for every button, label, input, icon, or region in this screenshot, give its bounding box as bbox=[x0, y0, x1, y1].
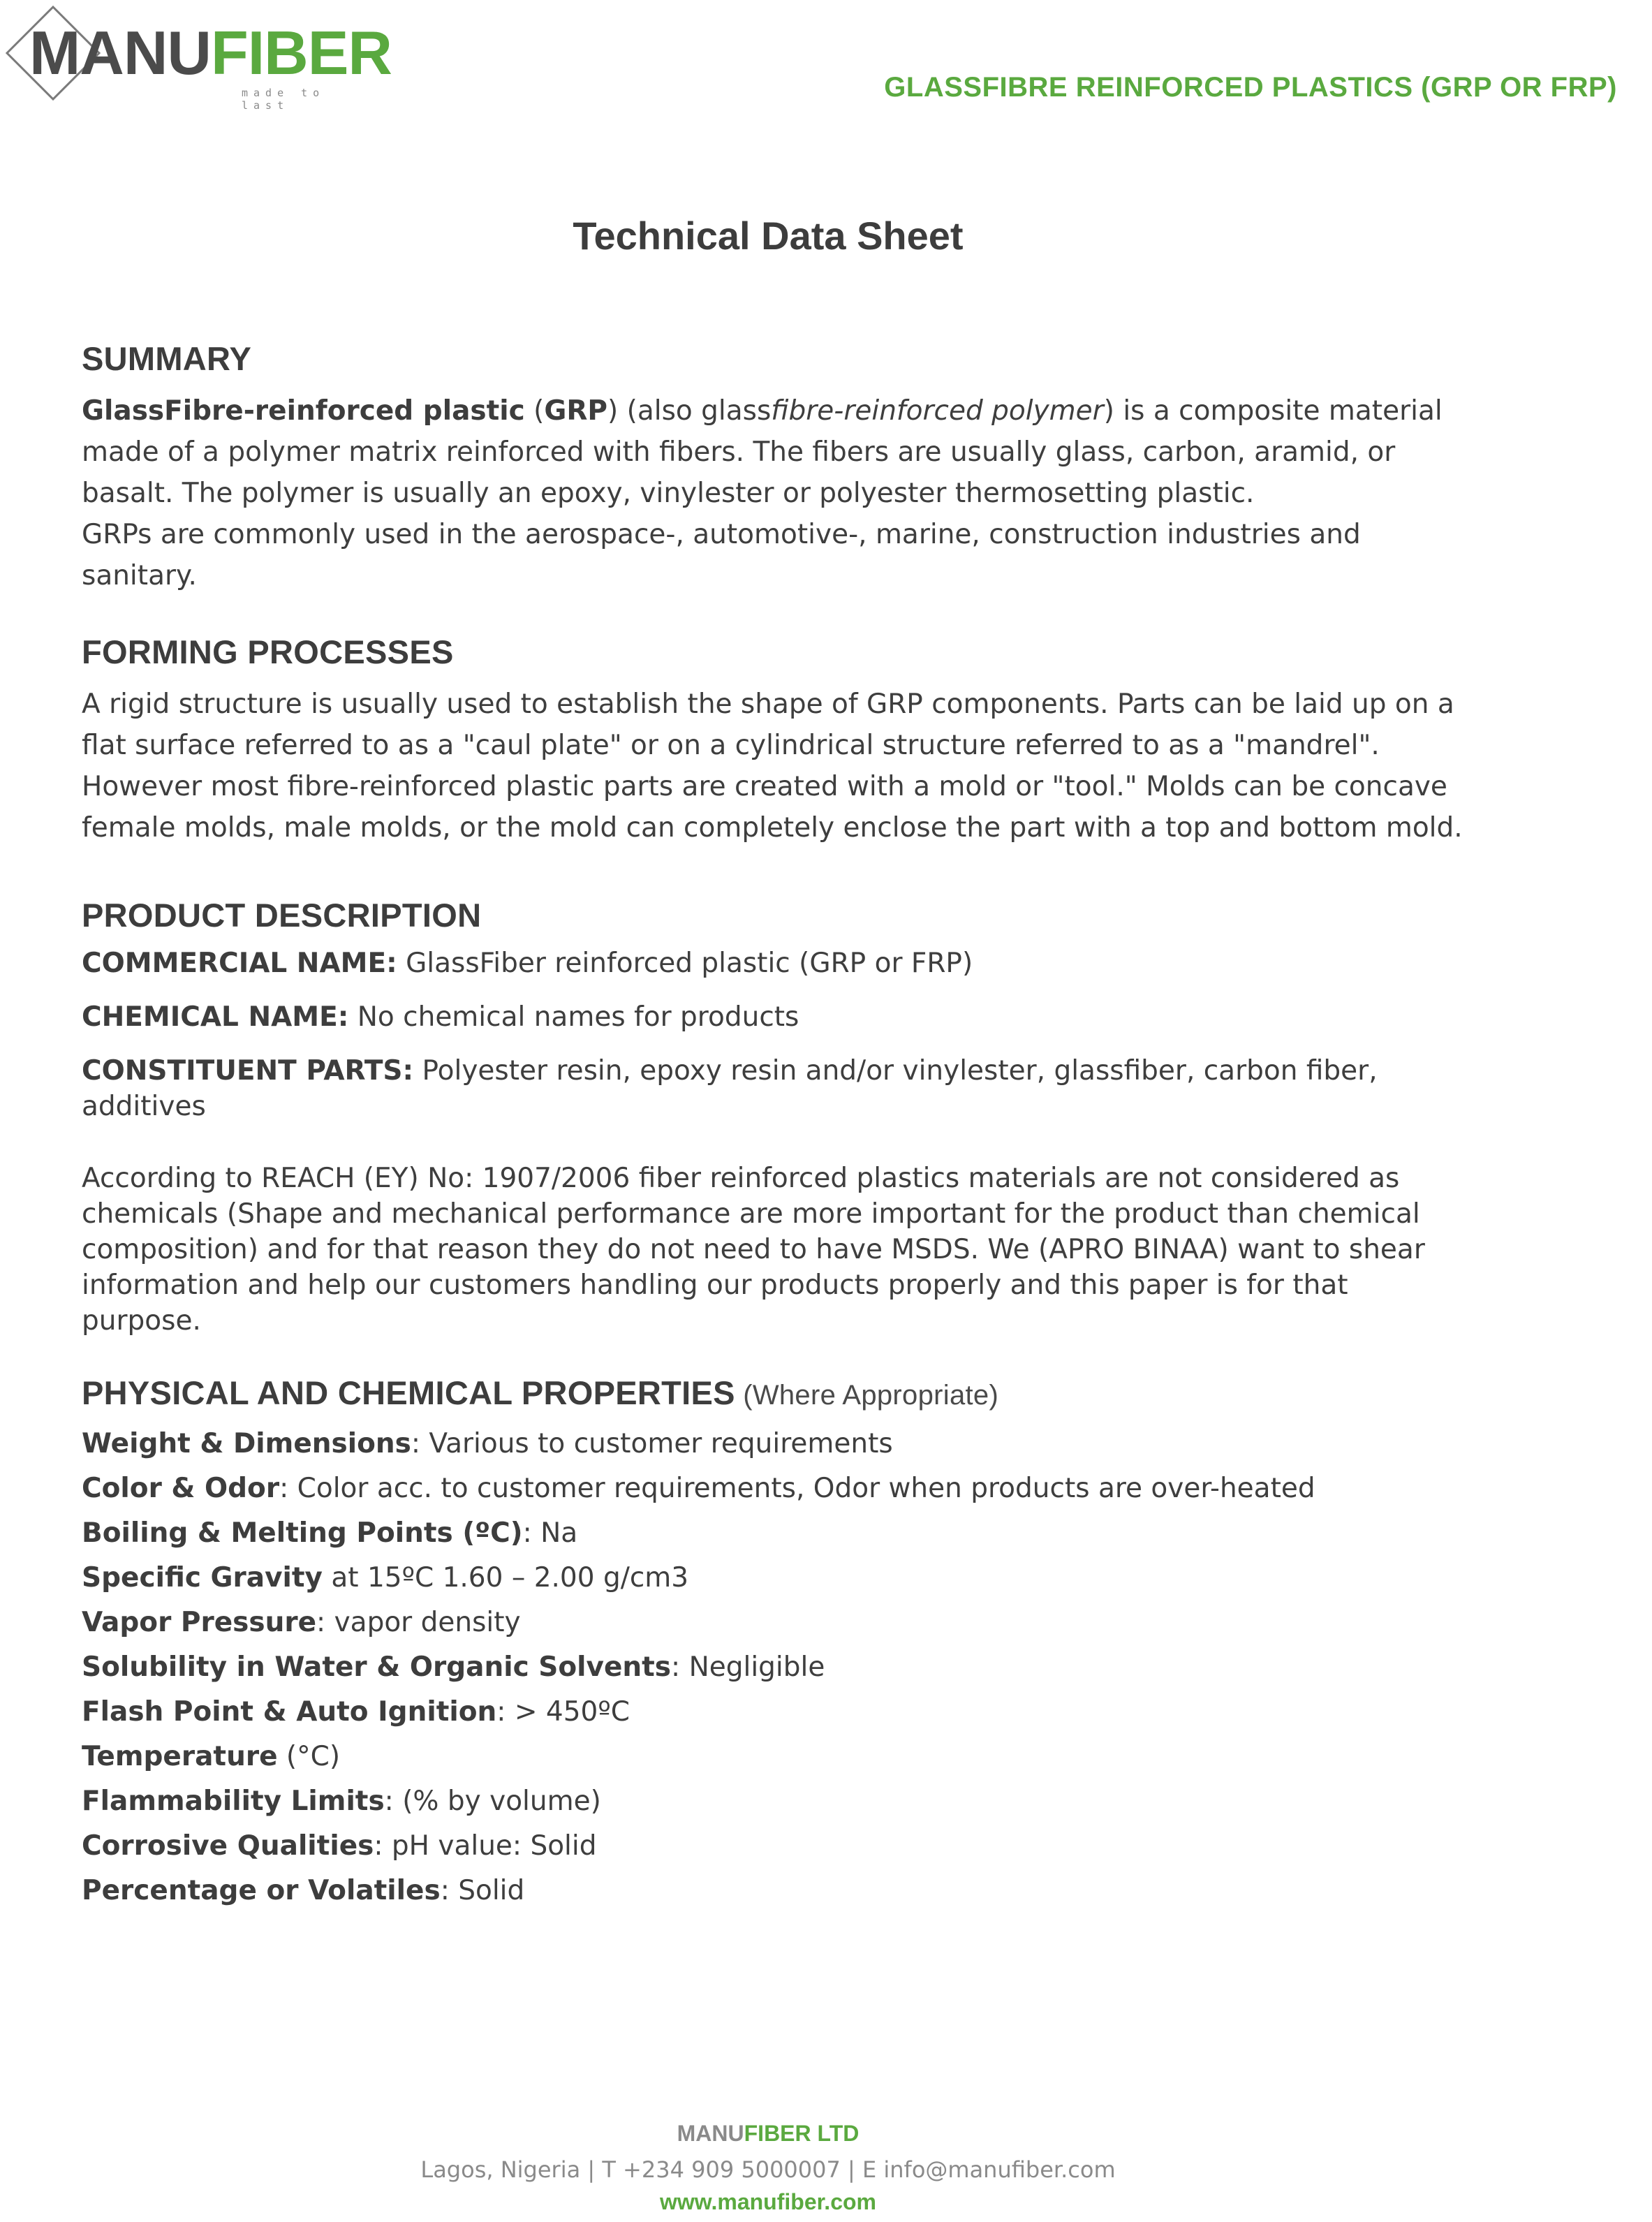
property-value: : pH value: Solid bbox=[374, 1830, 597, 1862]
property-label: Corrosive Qualities bbox=[82, 1830, 374, 1862]
chemical-name-line bbox=[82, 999, 1464, 1035]
property-label: Color & Odor bbox=[82, 1473, 280, 1504]
document-title: Technical Data Sheet bbox=[573, 214, 964, 258]
properties-heading bbox=[82, 1374, 1464, 1412]
property-label: Boiling & Melting Points (ºC) bbox=[82, 1517, 523, 1549]
footer-company-part2: FIBER LTD bbox=[744, 2121, 860, 2146]
property-item bbox=[82, 1645, 1464, 1690]
forming-heading: FORMING PROCESSES bbox=[82, 633, 454, 670]
property-item bbox=[82, 1869, 1464, 1913]
property-label: Solubility in Water & Organic Solvents bbox=[82, 1651, 672, 1683]
summary-alt-term: fibre-reinforced polymer bbox=[771, 395, 1104, 427]
properties-section bbox=[82, 1374, 1464, 1913]
summary-section bbox=[82, 339, 1464, 596]
summary-rest: ) is a composite material made of a polymer matrix reinforced with fibers. The fibers are usually glass, carbon, aramid, or basalt. The polymer is usually an epoxy, vinylester or polyester thermosetting plastic. bbox=[82, 395, 1443, 509]
constituent-parts-label: CONSTITUENT PARTS: bbox=[82, 1055, 414, 1087]
reach-paragraph: According to REACH (EY) No: 1907/2006 fiber reinforced plastics materials are not considered as chemicals (Shape and mechanical performance are more important for the product than chemical composition) and for that reason they do not need to have MSDS. We (APRO BINAA) want to shear information and help our customers handling our products properly and this paper is for that purpose. bbox=[82, 1163, 1425, 1337]
property-value: : Solid bbox=[440, 1875, 525, 1906]
summary-uses: GRPs are commonly used in the aerospace-, automotive-, marine, construction industries and sanitary. bbox=[82, 519, 1361, 591]
property-label: Flammability Limits bbox=[82, 1786, 385, 1817]
summary-paren-open: ( bbox=[524, 395, 545, 427]
property-value: (°C) bbox=[277, 1741, 341, 1772]
property-label: Weight & Dimensions bbox=[82, 1428, 411, 1459]
commercial-name-label: COMMERCIAL NAME: bbox=[82, 948, 397, 979]
property-item bbox=[82, 1779, 1464, 1824]
footer-company-part1: MANU bbox=[677, 2121, 744, 2146]
property-label: Percentage or Volatiles bbox=[82, 1875, 441, 1906]
chemical-name-value: No chemical names for products bbox=[348, 1001, 799, 1033]
footer-company-name bbox=[0, 2121, 1536, 2147]
summary-term: GlassFibre-reinforced plastic bbox=[82, 395, 525, 427]
chemical-name-label: CHEMICAL NAME: bbox=[82, 1001, 349, 1033]
forming-paragraph: A rigid structure is usually used to establish the shape of GRP components. Parts can be laid up on a flat surface referred to as a "caul plate" or on a cylindrical structure referred to as a "mandrel". However most fibre-reinforced plastic parts are created with a mold or "tool." Molds can be concave female molds, male molds, or the mold can completely enclose the part with a top and bottom mold. bbox=[82, 689, 1463, 844]
property-label: Specific Gravity bbox=[82, 1562, 323, 1594]
product-section bbox=[82, 896, 1464, 1339]
logo-wordmark bbox=[29, 18, 392, 87]
property-value: : > 450ºC bbox=[496, 1696, 630, 1728]
property-item bbox=[82, 1824, 1464, 1869]
constituent-parts-value: Polyester resin, epoxy resin and/or vinylester, glassfiber, carbon fiber, additives bbox=[82, 1055, 1378, 1122]
summary-paragraph bbox=[82, 390, 1464, 514]
property-value: : Color acc. to customer requirements, Odor when products are over-heated bbox=[279, 1473, 1315, 1504]
properties-list bbox=[82, 1422, 1464, 1913]
summary-also: ) (also glass bbox=[607, 395, 772, 427]
property-item bbox=[82, 1556, 1464, 1601]
property-value: at 15ºC 1.60 – 2.00 g/cm3 bbox=[322, 1562, 689, 1594]
logo-word-manu: MANU bbox=[29, 18, 211, 87]
property-value: : Na bbox=[522, 1517, 578, 1549]
footer-contact: Lagos, Nigeria | T +234 909 5000007 | E info@manufiber.com bbox=[420, 2156, 1116, 2183]
property-label: Flash Point & Auto Ignition bbox=[82, 1696, 497, 1728]
property-item bbox=[82, 1735, 1464, 1779]
logo-word-fiber: FIBER bbox=[210, 18, 392, 87]
properties-heading-text: PHYSICAL AND CHEMICAL PROPERTIES bbox=[82, 1374, 735, 1411]
product-heading: PRODUCT DESCRIPTION bbox=[82, 897, 482, 934]
property-item bbox=[82, 1511, 1464, 1556]
property-item bbox=[82, 1601, 1464, 1645]
header-title: GLASSFIBRE REINFORCED PLASTICS (GRP OR FRP) bbox=[884, 72, 1617, 103]
property-value: : Negligible bbox=[671, 1651, 825, 1683]
property-value: : Various to customer requirements bbox=[411, 1428, 893, 1459]
property-item bbox=[82, 1466, 1464, 1511]
summary-heading: SUMMARY bbox=[82, 340, 252, 377]
document-body bbox=[82, 339, 1464, 1913]
footer-website-link[interactable]: www.manufiber.com bbox=[660, 2189, 876, 2214]
constituent-parts-line bbox=[82, 1053, 1464, 1124]
summary-abbr: GRP bbox=[544, 395, 608, 427]
logo-tagline: made to last bbox=[242, 87, 325, 112]
forming-section bbox=[82, 633, 1464, 848]
property-item bbox=[82, 1422, 1464, 1466]
commercial-name-line bbox=[82, 946, 1464, 981]
property-item bbox=[82, 1690, 1464, 1735]
property-label: Temperature bbox=[82, 1741, 278, 1772]
property-value: : (% by volume) bbox=[384, 1786, 601, 1817]
commercial-name-value: GlassFiber reinforced plastic (GRP or FRP) bbox=[397, 948, 973, 979]
properties-subheading: (Where Appropriate) bbox=[735, 1380, 999, 1411]
property-label: Vapor Pressure bbox=[82, 1607, 317, 1638]
company-logo bbox=[4, 4, 392, 112]
property-value: : vapor density bbox=[316, 1607, 521, 1638]
